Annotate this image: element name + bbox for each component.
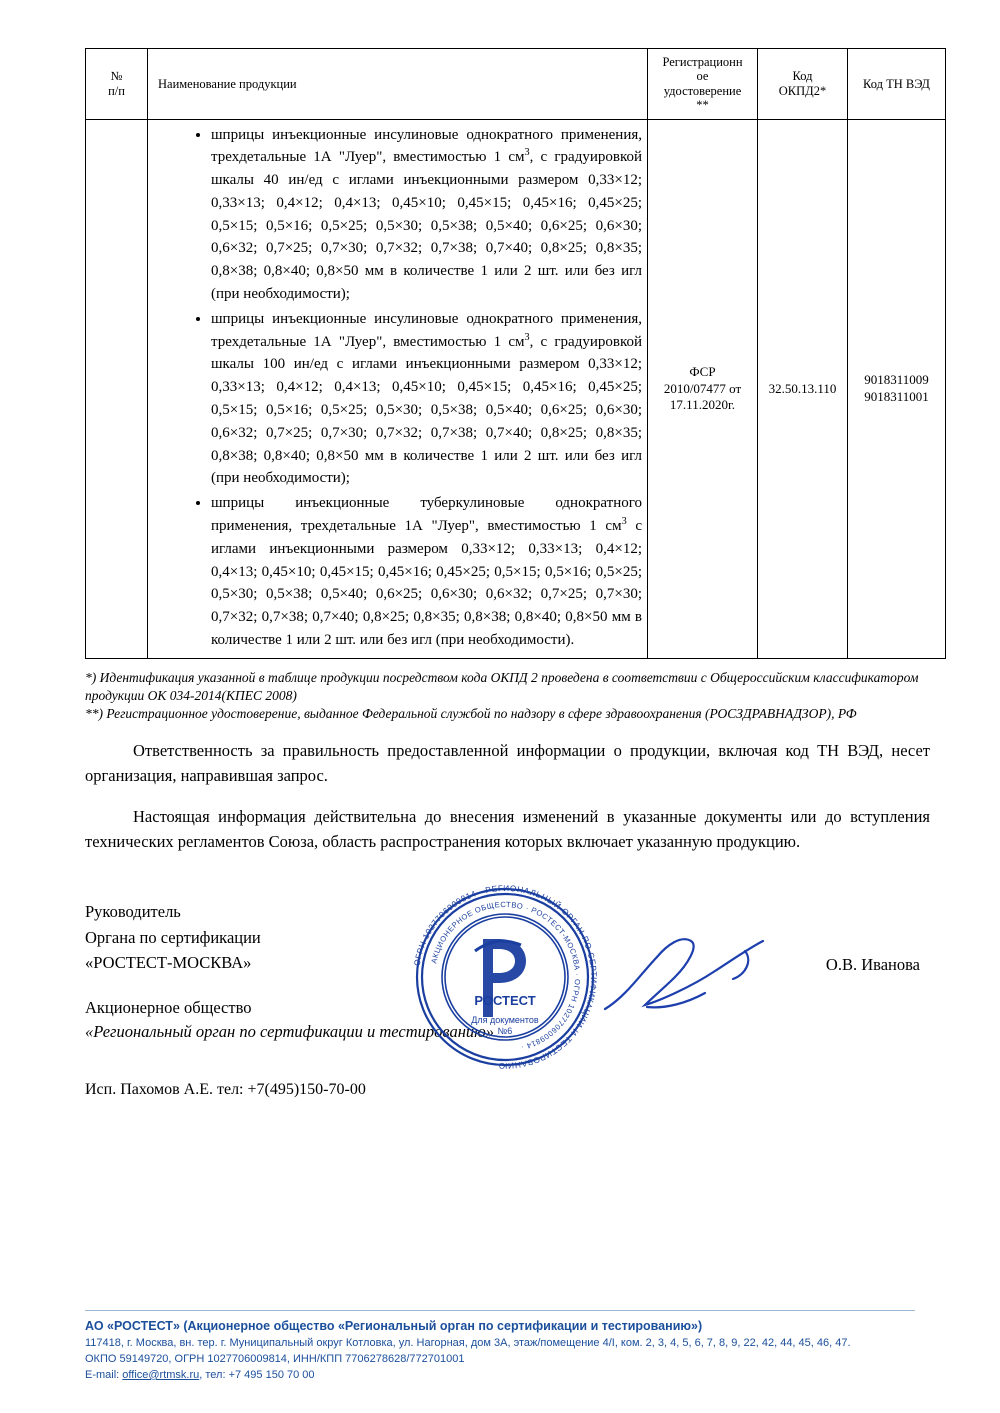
item1-part1: шприцы инъекционные инсулиновые однократного применения, трехдетальные 1А "Луер", вместимостью 1 см [211,126,642,166]
list-item [211,308,642,490]
official-stamp [405,877,600,1072]
svg-text:ОГРН 1027706009814 · РЕГИОНАЛЬ: ОГРН 1027706009814 · РЕГИОНАЛЬНЫЙ ОРГАН ПО СЕРТИФИКАЦИИ И ТЕСТИРОВАНИЮ · [411,882,600,1072]
item2-part2: , с градуировкой шкалы 100 ин/ед с иглами инъекционными размером 0,33×12; 0,33×13; 0,4×12; 0,4×13; 0,45×10; 0,45×15; 0,45×16; 0,45×25; 0,5×15; 0,5×16; 0,5×25; 0,5×30; 0,5×38; 0,5×40; 0,6×25; 0,6×30; 0,6×32; 0,7×25; 0,7×30; 0,7×32; 0,7×38; 0,7×40; 0,8×25; 0,8×35; 0,8×38; 0,8×40; 0,8×50 мм в количестве 1 или 2 шт. или без игл (при необходимости); [211,333,643,487]
footer-phone: , тел: +7 495 150 70 00 [199,1368,315,1381]
paragraph-responsibility: Ответственность за правильность предоставленной информации о продукции, включая код ТН ВЭД, несет организация, направившая запрос. [85,741,930,786]
paragraph-validity: Настоящая информация действительна до внесения изменений в указанные документы или до вступления технических регламентов Союза, область распространения которых включает указанную продукцию. [85,807,930,852]
product-list [153,124,642,652]
footer-company: АО «РОСТЕСТ» (Акционерное общество «Региональный орган по сертификации и тестированию») [85,1319,703,1333]
header-registration-line3: удостоверение [663,83,742,98]
header-registration [648,49,758,120]
item2-part1: шприцы инъекционные инсулиновые однократного применения, трехдетальные 1А "Луер", вместимостью 1 см [211,310,642,350]
registration-line3: 17.11.2020г. [669,396,736,412]
executor-line: Исп. Пахомов А.Е. тел: +7(495)150-70-00 [85,1081,366,1099]
product-table [85,48,946,659]
header-okpd-line1: Код [792,69,813,84]
tnved-line2: 9018311001 [864,388,929,404]
header-registration-line1: Регистрационн [662,55,743,69]
header-registration-line2: ое [696,69,709,84]
footer-divider [85,1310,915,1311]
registration-line1: ФСР [689,364,716,380]
svg-text:№6: №6 [497,1025,513,1036]
footer-address: 117418, г. Москва, вн. тер. г. Муниципальный округ Котловка, ул. Нагорная, дом 3А, этаж/помещение 4/I, ком. 2, 3, 4, 5, 6, 7, 8, 9, 22, 42, 44, 45, 46, 47. [85,1337,851,1349]
header-number-line1: № [110,69,123,84]
note-okpd: *) Идентификация указанной в таблице продукции посредством кода ОКПД 2 проведена в соответствии с Общероссийским классификатором продукции ОК 034-2014(КПЕС 2008) [85,669,919,704]
header-number-line2: п/п [108,83,125,98]
item3-sup: 3 [621,516,627,528]
header-okpd [758,49,848,120]
signatory-name: О.В. Иванова [825,954,920,974]
cell-registration [648,119,758,658]
svg-text:Для документов: Для документов [471,1014,539,1025]
item3-part2: с иглами инъекционными размером 0,33×12; 0,33×13; 0,4×12; 0,4×13; 0,45×10; 0,45×15; 0,45×16; 0,45×25; 0,5×15; 0,5×16; 0,5×25; 0,5×30; 0,5×38; 0,5×40; 0,6×25; 0,6×30; 0,6×32; 0,7×25; 0,7×30; 0,7×32; 0,7×38; 0,7×40; 0,8×25; 0,8×35; 0,8×38; 0,8×40; 0,8×50 мм в количестве 1 или 2 шт. или без игл (при необходимости). [211,518,642,649]
handwritten-signature [595,927,785,1037]
item3-part1: шприцы инъекционные туберкулиновые однократного применения, трехдетальные 1А "Луер", вместимостью 1 см [211,495,642,535]
signature-block [85,882,930,1114]
header-number [86,49,148,120]
cell-number [86,119,148,658]
footer-email-link[interactable]: office@rtmsk.ru [122,1368,200,1381]
footer-email-label: E-mail: [85,1368,123,1381]
item1-sup: 3 [524,147,530,159]
registration-line2: 2010/07477 от [663,380,742,396]
note-registration: **) Регистрационное удостоверение, выданное Федеральной службой по надзору в сфере здравоохранения (РОСЗДРАВНАДЗОР), РФ [85,706,857,722]
page-footer [85,1310,915,1384]
svg-text:РОСТЕСТ: РОСТЕСТ [474,992,536,1008]
list-item [211,124,642,306]
footer-codes: ОКПО 59149720, ОГРН 1027706009814, ИНН/КПП 7706278628/772701001 [85,1352,465,1365]
tnved-line1: 9018311009 [864,372,929,388]
header-okpd-line2: ОКПД2* [778,83,827,98]
footer-contacts [85,1368,915,1384]
cell-tnved [848,119,946,658]
cell-product-name [148,119,648,658]
item1-part2: , с градуировкой шкалы 40 ин/ед с иглами инъекционными размером 0,33×12; 0,33×13; 0,4×12; 0,4×13; 0,45×10; 0,45×15; 0,45×16; 0,45×25; 0,5×15; 0,5×16; 0,5×25; 0,5×30; 0,5×38; 0,5×40; 0,6×25; 0,6×30; 0,6×32; 0,7×25; 0,7×30; 0,7×32; 0,7×38; 0,7×40; 0,8×25; 0,8×35; 0,8×38; 0,8×40; 0,8×50 мм в количестве 1 или 2 шт. или без игл (при необходимости); [211,149,643,303]
role-line3: «РОСТЕСТ-МОСКВА» [85,953,252,973]
organization-line1: Акционерное общество [85,997,252,1017]
cell-okpd: 32.50.13.110 [758,119,848,658]
item2-sup: 3 [524,331,530,343]
header-product-name: Наименование продукции [148,49,648,120]
organization-line2: «Региональный орган по сертификации и тестированию» [85,1022,495,1042]
header-tnved: Код ТН ВЭД [848,49,946,120]
list-item [211,492,642,652]
role-line1: Руководитель [85,901,181,921]
table-header-row [86,49,946,120]
header-registration-line4: ** [696,98,709,113]
svg-text:АКЦИОНЕРНОЕ ОБЩЕСТВО · РОСТЕСТ: АКЦИОНЕРНОЕ ОБЩЕСТВО · РОСТЕСТ-МОСКВА · ОГРН 1027706009814 · [429,899,583,1053]
table-notes [85,669,930,724]
role-line2: Органа по сертификации [85,927,261,947]
table-row [86,119,946,658]
